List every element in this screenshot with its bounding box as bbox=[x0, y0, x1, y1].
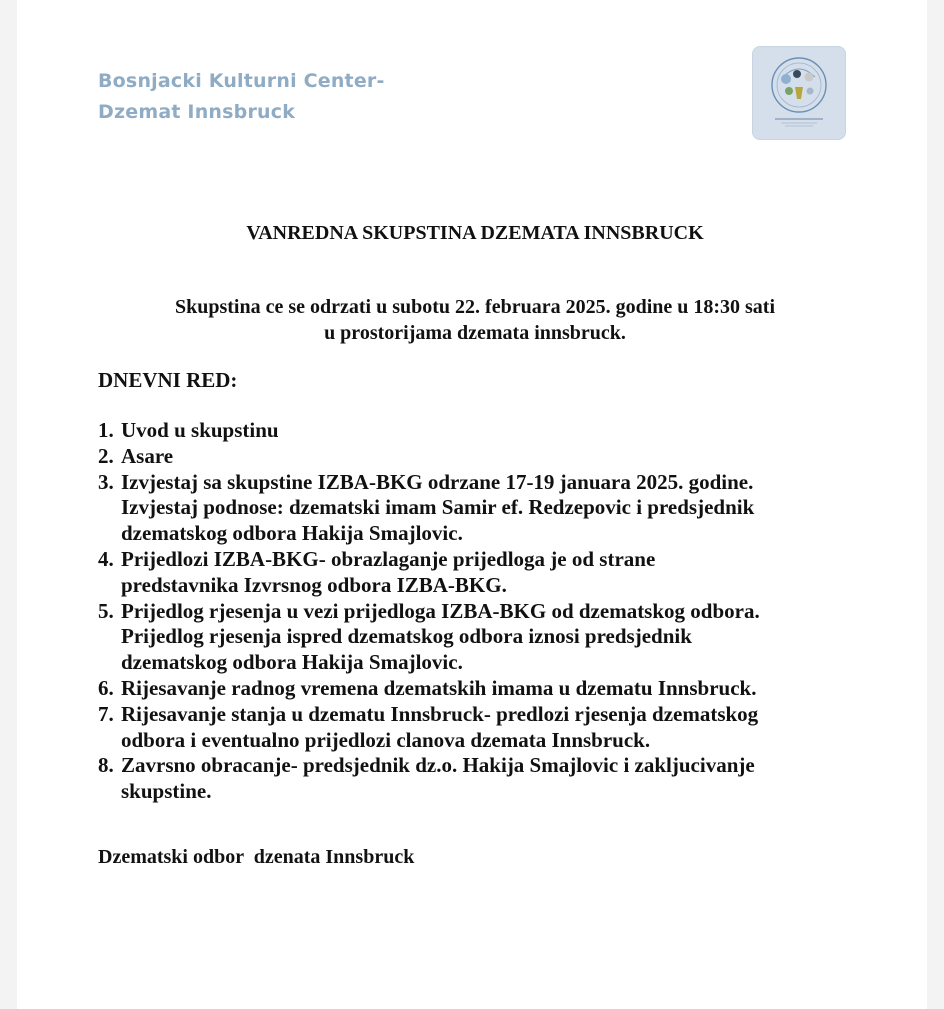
agenda-heading: DNEVNI RED: bbox=[98, 368, 238, 392]
logo-emblem-icon bbox=[753, 47, 845, 139]
agenda-item bbox=[98, 547, 898, 599]
agenda-item-line: Zavrsno obracanje- predsjednik dz.o. Hakija Smajlovic i zakljucivanje bbox=[121, 753, 755, 778]
agenda-item-text bbox=[121, 418, 898, 444]
agenda-item bbox=[98, 599, 898, 676]
agenda-item-number: 8. bbox=[98, 753, 114, 778]
meeting-announcement bbox=[17, 294, 927, 346]
agenda-item-text bbox=[121, 753, 898, 805]
agenda-item-line: Asare bbox=[121, 443, 174, 468]
agenda-item-text bbox=[121, 702, 898, 754]
agenda-item-text bbox=[121, 676, 898, 702]
agenda-item-text bbox=[121, 599, 898, 676]
agenda-item-line: dzematskog odbora Hakija Smajlovic. bbox=[121, 521, 463, 546]
agenda-item-text bbox=[121, 547, 898, 599]
organization-logo bbox=[752, 46, 846, 140]
agenda-item-number: 2. bbox=[98, 443, 114, 468]
agenda-item-number: 3. bbox=[98, 469, 114, 494]
agenda-item-number: 4. bbox=[98, 546, 114, 571]
agenda-item bbox=[98, 676, 898, 702]
agenda-item-line: Uvod u skupstinu bbox=[121, 418, 279, 442]
document-page bbox=[17, 0, 927, 1009]
agenda-item-text bbox=[121, 444, 898, 470]
agenda-item-line: Izvjestaj podnose: dzematski imam Samir ef. Redzepovic i predsjednik bbox=[121, 495, 755, 520]
agenda-item-line: Rijesavanje stanja u dzematu Innsbruck- predlozi rjesenja dzematskog bbox=[121, 701, 759, 726]
agenda-item-line: predstavnika Izvrsnog odbora IZBA-BKG. bbox=[121, 572, 507, 597]
announcement-line-2: u prostorijama dzemata innsbruck. bbox=[324, 322, 626, 344]
document-title: VANREDNA SKUPSTINA DZEMATA INNSBRUCK bbox=[246, 222, 704, 244]
announcement-line-1: Skupstina ce se odrzati u subotu 22. februara 2025. godine u 18:30 sati bbox=[174, 296, 776, 318]
org-name-line-1: Bosnjacki Kulturni Center- bbox=[98, 70, 385, 92]
agenda-item-line: Prijedlog rjesenja ispred dzematskog odbora iznosi predsjednik bbox=[121, 624, 692, 649]
signature-line: Dzematski odbor dzenata Innsbruck bbox=[98, 846, 415, 868]
agenda-item-text bbox=[121, 470, 898, 547]
agenda-item-line: dzematskog odbora Hakija Smajlovic. bbox=[121, 650, 463, 675]
agenda-item-line: skupstine. bbox=[121, 779, 212, 804]
agenda-item-line: Izvjestaj sa skupstine IZBA-BKG odrzane 17-19 januara 2025. godine. bbox=[121, 469, 754, 494]
agenda-item bbox=[98, 753, 898, 805]
agenda-list bbox=[98, 418, 898, 805]
agenda-item-number: 1. bbox=[98, 418, 114, 442]
agenda-item-line: odbora i eventualno prijedlozi clanova dzemata Innsbruck. bbox=[121, 727, 651, 752]
agenda-item-number: 7. bbox=[98, 701, 114, 726]
org-name-line-2: Dzemat Innsbruck bbox=[98, 101, 296, 123]
agenda-item bbox=[98, 702, 898, 754]
agenda-item bbox=[98, 418, 898, 444]
agenda-item-number: 6. bbox=[98, 675, 114, 700]
agenda-item-line: Rijesavanje radnog vremena dzematskih imama u dzematu Innsbruck. bbox=[121, 675, 757, 700]
agenda-item bbox=[98, 470, 898, 547]
agenda-item-line: Prijedlozi IZBA-BKG- obrazlaganje prijedloga je od strane bbox=[121, 546, 656, 571]
agenda-item bbox=[98, 444, 898, 470]
organization-name bbox=[98, 66, 385, 128]
agenda-item-number: 5. bbox=[98, 598, 114, 623]
agenda-item-line: Prijedlog rjesenja u vezi prijedloga IZBA-BKG od dzematskog odbora. bbox=[121, 598, 760, 623]
